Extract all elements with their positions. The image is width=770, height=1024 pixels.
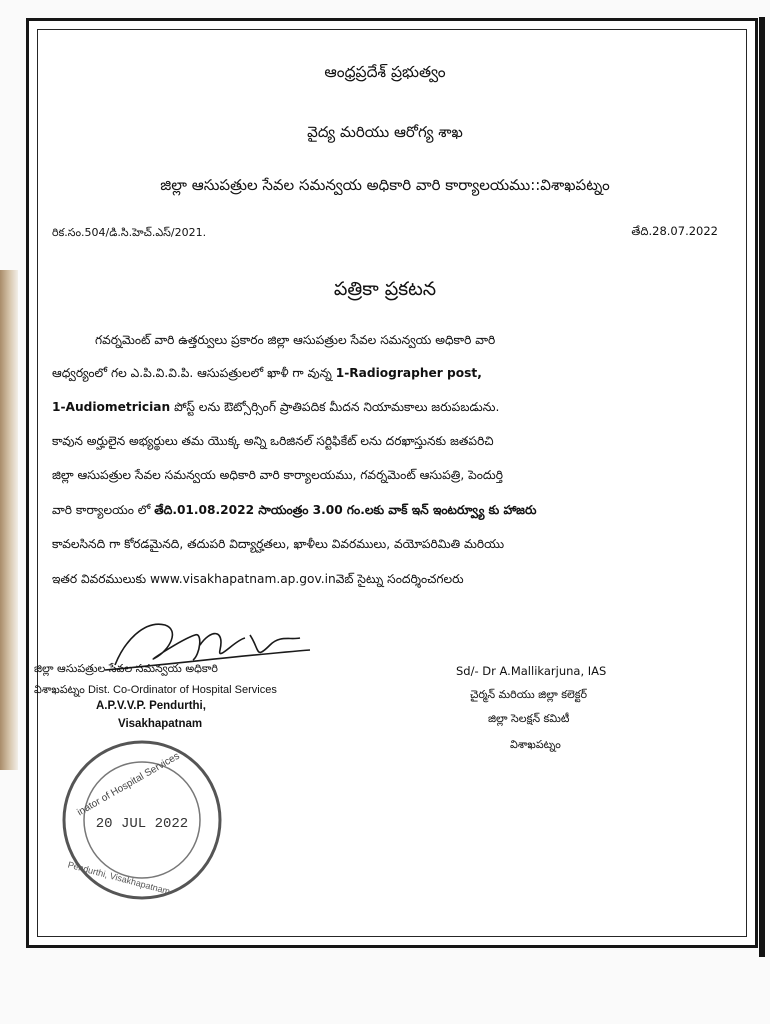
- page-edge-shadow: [0, 270, 18, 770]
- right-signatory-name: Sd/- Dr A.Mallikarjuna, IAS: [456, 664, 607, 678]
- body-line-6-text: వారి కార్యాలయం లో: [52, 503, 155, 517]
- notice-title: పత్రికా ప్రకటన: [333, 278, 437, 300]
- left-signatory-stamp-line-2: A.P.V.V.P. Pendurthi,: [96, 700, 206, 712]
- interview-date-time: తేది.01.08.2022 సాయంత్రం 3.00 గం.లకు వాక్ ఇన్ ఇంటర్వ్యూ కు హాజరు: [154, 503, 537, 517]
- post-audiometrician: 1-Audiometrician: [52, 400, 171, 414]
- left-signatory-stamp-line-3: Visakhapatnam: [118, 718, 203, 730]
- reference-number: రిక.సం.504/డి.సి.హెచ్.ఎస్/2021.: [52, 226, 207, 239]
- left-signatory-stamp-line-1: విశాఖపట్నం Dist. Co-Ordinator of Hospital Services: [34, 684, 277, 696]
- body-line-8: ఇతర వివరములుకు www.visakhapatnam.ap.gov.inవెబ్ సైట్ను సందర్శించగలరు: [52, 572, 464, 586]
- right-signatory-committee: జిల్లా సెలక్షన్ కమిటీ: [488, 712, 570, 725]
- body-line-7: కావలసినది గా కోరడమైనది, తదుపరి విద్యార్హతలు, ఖాళీలు వివరములు, వయోపరిమితి మరియు: [52, 537, 505, 551]
- svg-text:inator of Hospital Services: inator of Hospital Services: [75, 750, 182, 819]
- body-line-3: [52, 400, 499, 417]
- body-line-1: గవర్నమెంట్ వారి ఉత్తర్వులు ప్రకారం జిల్లా ఆసుపత్రుల సేవల సమన్వయ అధికారి వారి: [95, 333, 496, 347]
- document-edge-bar: [759, 17, 765, 957]
- body-line-2-text: ఆధ్వర్యంలో గల ఎ.పి.వి.వి.పి. ఆసుపత్రులలో ఖాళీ గా వున్న: [52, 366, 336, 380]
- seal-date: 20 JUL 2022: [95, 816, 189, 832]
- department-heading: వైద్య మరియు ఆరోగ్య శాఖ: [307, 123, 463, 141]
- left-signatory-title: జిల్లా ఆసుపత్రుల సేవల సమన్వయ అధికారి: [34, 662, 218, 675]
- body-line-4: కావున అర్హులైన అభ్యర్థులు తమ యొక్క అన్ని ఒరిజినల్ సర్టిఫికేట్ లను దరఖాస్తునకు జతపరిచి: [52, 434, 494, 448]
- body-line-2: [52, 366, 482, 383]
- post-radiographer: 1-Radiographer post,: [335, 366, 482, 380]
- body-line-5: జిల్లా ఆసుపత్రుల సేవల సమన్వయ అధికారి వారి కార్యాలయము, గవర్నమెంట్ ఆసుపత్రి, పెందుర్తి: [52, 468, 503, 482]
- right-signatory-designation: చైర్మన్ మరియు జిల్లా కలెక్టర్: [470, 688, 588, 701]
- notice-date: తేది.28.07.2022: [631, 224, 718, 238]
- right-signatory-place: విశాఖపట్నం: [510, 738, 561, 751]
- body-line-3-text: పోస్ట్ లను ఔట్సోర్సింగ్ ప్రాతిపదిక మీదన నియామకాలు జరుపబడును.: [170, 400, 500, 414]
- office-heading: జిల్లా ఆసుపత్రుల సేవల సమన్వయ అధికారి వారి కార్యాలయము::విశాఖపట్నం: [160, 176, 610, 194]
- svg-text:Pendurthi, Visakhapatnam: Pendurthi, Visakhapatnam: [66, 859, 172, 897]
- office-seal-stamp: [52, 735, 232, 905]
- government-heading: ఆంధ్రప్రదేశ్ ప్రభుత్వం: [324, 63, 446, 81]
- body-line-6: [52, 503, 536, 520]
